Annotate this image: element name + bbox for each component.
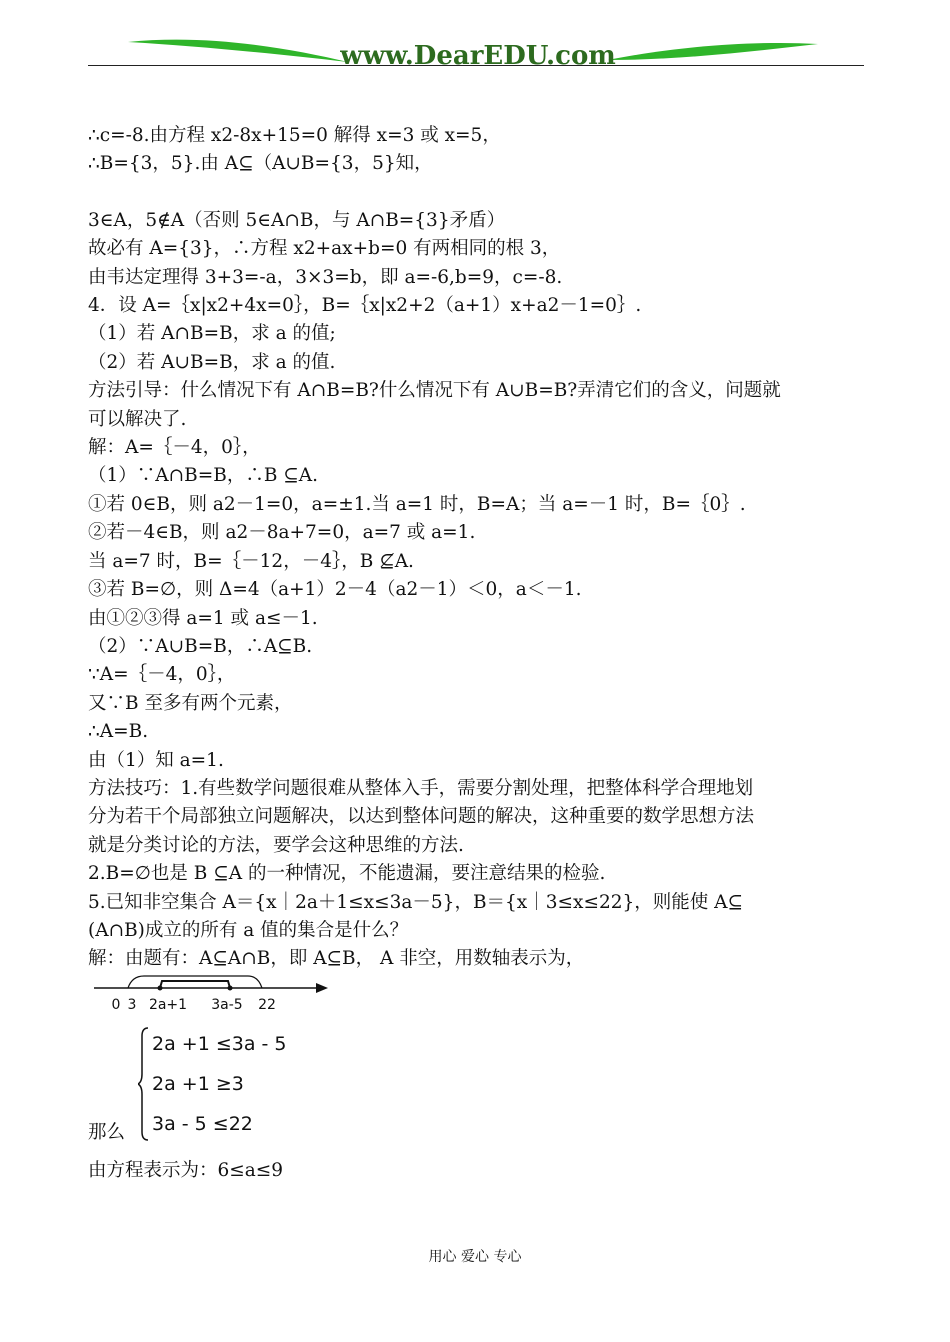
- text-line: 由韦达定理得 3+3=-a，3×3=b，即 a=-6,b=9，c=-8.: [88, 266, 563, 288]
- text-line: ∴B={3，5}.由 A⊆（A∪B={3，5}知，: [88, 153, 433, 175]
- text-line: 又∵B 至多有两个元素，: [88, 692, 293, 714]
- left-brace: [138, 1028, 148, 1140]
- text-line: 方法引导：什么情况下有 A∩B=B?什么情况下有 A∪B=B?弄清它们的含义，问题就: [88, 380, 781, 402]
- site-name: www.DearEDU.com: [340, 41, 616, 71]
- blank-line: [88, 179, 868, 207]
- text-line: 当 a=7 时，B=｛－12，－4｝，B ⊈A.: [88, 550, 414, 572]
- inequality-row: 3a - 5 ≤22: [152, 1112, 253, 1135]
- text-line: 故必有 A={3}，∴方程 x2+ax+b=0 有两相同的根 3，: [88, 238, 561, 260]
- tick-label: 2a+1: [148, 996, 188, 1013]
- site-header-logo: [88, 32, 864, 72]
- tick-label: 3: [127, 996, 137, 1013]
- text-line: 由（1）知 a=1.: [88, 749, 224, 771]
- text-line: 方法技巧：1.有些数学问题很难从整体入手，需要分割处理，把整体科学合理地划: [88, 777, 754, 799]
- interval-a-bracket: [160, 981, 230, 988]
- text-line: 分为若干个局部独立问题解决，以达到整体问题的解决，这种重要的数学思想方法: [88, 806, 755, 828]
- tick-label: 3a-5: [211, 996, 243, 1013]
- text-line: 5.已知非空集合 A＝{x｜2a＋1≤x≤3a－5}，B＝{x｜3≤x≤22}，则能使 A⊆: [88, 891, 743, 913]
- text-line: 就是分类讨论的方法，要学会这种思维的方法.: [88, 834, 464, 856]
- text-line: （1）∵A∩B=B，∴B ⊆A.: [88, 465, 319, 487]
- text-line: ③若 B=∅，则 Δ=4（a+1）2－4（a2－1）＜0，a＜－1.: [88, 579, 582, 601]
- text-line: (A∩B)成立的所有 a 值的集合是什么？: [88, 919, 409, 941]
- text-line: ∴A=B.: [88, 721, 149, 743]
- text-line: （1）若 A∩B=B，求 a 的值;: [88, 323, 336, 345]
- then-label: 那么: [88, 1121, 126, 1143]
- inequality-row: 2a +1 ≥3: [152, 1072, 244, 1095]
- document-body: [88, 122, 868, 1185]
- header-rule: [88, 65, 864, 66]
- left-swoosh: [128, 40, 348, 62]
- text-line: （2）若 A∪B=B，求 a 的值.: [88, 351, 336, 373]
- text-line: 解：A=｛－4，0｝，: [88, 437, 261, 459]
- text-line: （2）∵A∪B=B，∴A⊆B.: [88, 635, 313, 657]
- text-line: 可以解决了.: [88, 408, 187, 430]
- text-line: ①若 0∈B，则 a2－1=0，a=±1.当 a=1 时，B=A；当 a=－1 时，B=｛0｝.: [88, 493, 746, 515]
- point-2a1: [158, 985, 163, 990]
- text-line: ②若－4∈B，则 a2－8a+7=0，a=7 或 a=1.: [88, 522, 476, 544]
- tick-label: 0: [111, 996, 121, 1013]
- text-line: ∵A=｛－4，0｝，: [88, 664, 236, 686]
- text-line: 解：由题有：A⊆A∩B，即 A⊆B， A 非空，用数轴表示为，: [88, 948, 585, 970]
- text-line: 4．设 A=｛x|x2+4x=0｝，B=｛x|x2+2（a+1）x+a2－1=0｝.: [88, 295, 642, 317]
- text-line: 2.B=∅也是 B ⊆A 的一种情况，不能遗漏，要注意结果的检验.: [88, 863, 606, 885]
- text-line: ∴c=-8.由方程 x2-8x+15=0 解得 x=3 或 x=5，: [88, 125, 501, 146]
- text-line: 3∈A，5∉A（否则 5∈A∩B，与 A∩B={3}矛盾）: [88, 209, 506, 231]
- final-answer-line: 由方程表示为：6≤a≤9: [88, 1159, 284, 1181]
- inequality-row: 2a +1 ≤3a - 5: [152, 1032, 287, 1055]
- text-line: 由①②③得 a=1 或 a≤－1.: [88, 607, 318, 629]
- page-footer: 用心 爱心 专心: [428, 1249, 522, 1265]
- tick-label: 22: [258, 996, 276, 1013]
- point-3a-5: [228, 985, 233, 990]
- inequality-system: [88, 1022, 868, 1147]
- arrow-head-icon: [316, 983, 328, 993]
- right-swoosh: [608, 43, 818, 60]
- number-line-figure: [88, 974, 868, 1016]
